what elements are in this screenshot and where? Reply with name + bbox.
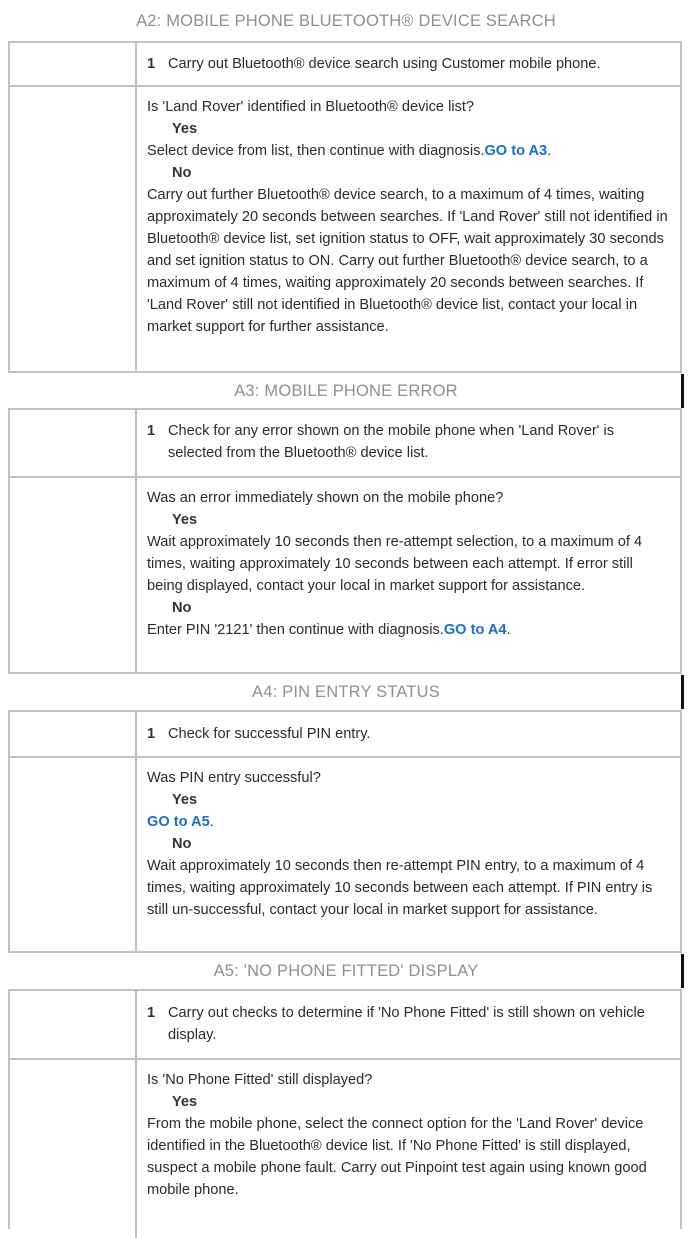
step-text: Check for any error shown on the mobile phone when 'Land Rover' is selected from the Bluetooth® device list. (168, 423, 615, 461)
step-text: Carry out Bluetooth® device search using Customer mobile phone. (168, 56, 601, 72)
section-table-a3 (8, 408, 682, 674)
no-text: Carry out further Bluetooth® device search, to a maximum of 4 times, waiting approximately 20 seconds between searches. If 'Land Rover' still not identified in Bluetooth® device list, set ignition status to OFF, wait approximately 30 seconds and set ignition status to ON. Carry out further Bluetooth® device search, to a maximum of 4 times, waiting approximately 20 seconds between searches. If 'Land Rover' still not identified in Bluetooth® device list, contact your local in market support for further assistance. (147, 187, 668, 335)
section-header-a2: A2: MOBILE PHONE BLUETOOTH® DEVICE SEARCH (136, 12, 556, 30)
yes-text: From the mobile phone, select the connect option for the 'Land Rover' device identified in the Bluetooth® device list. If 'No Phone Fitted' is still displayed, suspect a mobile phone fault. Carry out Pinpoint test again using known good mobile phone. (147, 1116, 647, 1198)
result-row (10, 1058, 680, 1238)
question-text: Is 'No Phone Fitted' still displayed? (147, 1072, 373, 1088)
step-cell (137, 991, 680, 1058)
result-row (10, 476, 680, 672)
question-text: Is 'Land Rover' identified in Bluetooth® device list? (147, 99, 475, 115)
yes-action (147, 811, 670, 833)
yes-label: Yes (172, 512, 198, 528)
no-suffix: . (506, 622, 511, 638)
no-action (147, 619, 670, 641)
no-label: No (172, 600, 192, 616)
step-number: 1 (147, 726, 156, 742)
section-header-a3: A3: MOBILE PHONE ERROR (234, 382, 458, 400)
empty-cell (10, 712, 137, 756)
step-text: Carry out checks to determine if 'No Phone Fitted' is still shown on vehicle display. (168, 1005, 645, 1043)
result-cell (137, 758, 680, 951)
no-label: No (172, 836, 192, 852)
step-number: 1 (147, 423, 156, 439)
yes-label: Yes (172, 1094, 198, 1110)
question-text: Was an error immediately shown on the mobile phone? (147, 490, 504, 506)
empty-cell (10, 43, 137, 85)
section-table-a5 (8, 989, 682, 1229)
yes-label: Yes (172, 792, 198, 808)
yes-suffix: . (209, 814, 214, 830)
go-to-a4-link[interactable]: GO to A4 (443, 622, 507, 638)
empty-cell (10, 478, 137, 672)
step-row (10, 43, 680, 85)
empty-cell (10, 758, 137, 951)
step-text: Check for successful PIN entry. (168, 726, 371, 742)
empty-cell (10, 87, 137, 371)
empty-cell (10, 1060, 137, 1238)
section-table-a4 (8, 710, 682, 953)
no-label: No (172, 165, 192, 181)
section-table-a2 (8, 41, 682, 373)
yes-suffix: . (547, 143, 552, 159)
go-to-a3-link[interactable]: GO to A3 (484, 143, 548, 159)
yes-text: Wait approximately 10 seconds then re-attempt selection, to a maximum of 4 times, waiting approximately 10 seconds between each attempt. If error still being displayed, contact your local in market support for assistance. (147, 534, 643, 594)
step-row (10, 712, 680, 756)
empty-cell (10, 410, 137, 476)
step-cell (137, 43, 680, 85)
result-row (10, 756, 680, 951)
result-cell (137, 87, 680, 371)
yes-text: Select device from list, then continue with diagnosis. (147, 143, 485, 159)
result-row (10, 85, 680, 371)
no-text: Wait approximately 10 seconds then re-attempt PIN entry, to a maximum of 4 times, waiting approximately 10 seconds between each attempt. If PIN entry is still un-successful, contact your local in market support for assistance. (147, 858, 653, 918)
section-header-a4: A4: PIN ENTRY STATUS (252, 683, 440, 701)
yes-action (147, 140, 670, 162)
section-header-a5: A5: 'NO PHONE FITTED' DISPLAY (213, 962, 479, 980)
no-text: Enter PIN '2121' then continue with diagnosis. (147, 622, 444, 638)
step-row (10, 410, 680, 476)
question-text: Was PIN entry successful? (147, 770, 321, 786)
go-to-a5-link[interactable]: GO to A5 (147, 814, 210, 830)
yes-label: Yes (172, 121, 198, 137)
step-cell (137, 712, 680, 756)
step-cell (137, 410, 680, 476)
step-number: 1 (147, 56, 156, 72)
result-cell (137, 1060, 680, 1238)
empty-cell (10, 991, 137, 1058)
step-number: 1 (147, 1005, 156, 1021)
result-cell (137, 478, 680, 672)
step-row (10, 991, 680, 1058)
